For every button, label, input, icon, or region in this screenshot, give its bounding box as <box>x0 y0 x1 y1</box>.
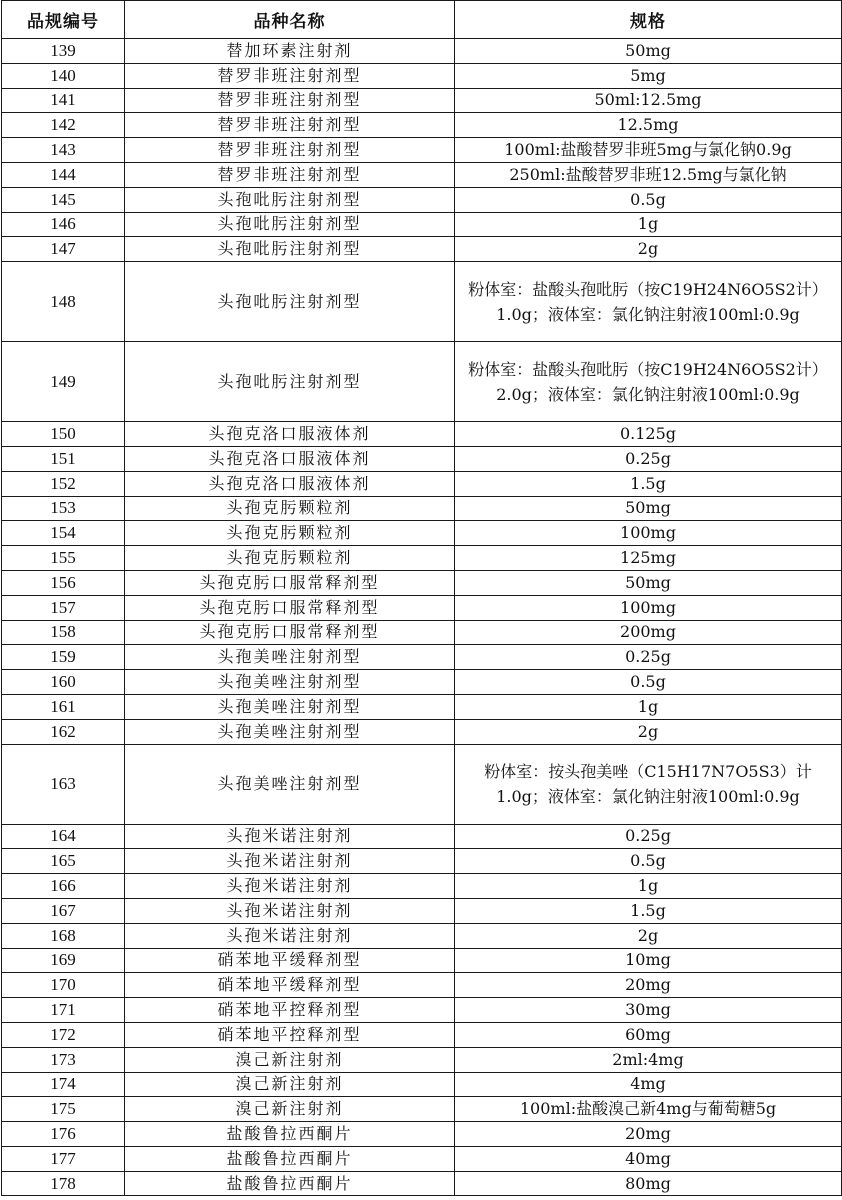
cell-spec: 1g <box>455 694 842 719</box>
cell-spec: 40mg <box>455 1146 842 1171</box>
cell-spec: 20mg <box>455 973 842 998</box>
table-row <box>2 898 842 923</box>
table-row <box>2 595 842 620</box>
cell-name: 头孢美唑注射剂型 <box>125 645 455 670</box>
cell-name: 替罗非班注射剂型 <box>125 63 455 88</box>
cell-code: 142 <box>2 113 125 138</box>
cell-spec: 12.5mg <box>455 113 842 138</box>
cell-spec: 0.25g <box>455 645 842 670</box>
cell-name: 头孢克肟口服常释剂型 <box>125 620 455 645</box>
table-body <box>2 39 842 1196</box>
cell-spec: 1g <box>455 212 842 237</box>
drug-spec-table <box>1 0 842 1196</box>
cell-name: 盐酸鲁拉西酮片 <box>125 1171 455 1196</box>
cell-spec: 2g <box>455 237 842 262</box>
cell-spec: 50mg <box>455 496 842 521</box>
table-row <box>2 620 842 645</box>
cell-spec: 粉体室：盐酸头孢吡肟（按C19H24N6O5S2计）1.0g；液体室：氯化钠注射液100ml:0.9g <box>455 262 842 342</box>
table-row <box>2 1146 842 1171</box>
cell-spec: 0.25g <box>455 824 842 849</box>
cell-spec: 2g <box>455 923 842 948</box>
table-row <box>2 1122 842 1147</box>
cell-code: 143 <box>2 138 125 163</box>
cell-spec: 粉体室：按头孢美唑（C15H17N7O5S3）计1.0g；液体室：氯化钠注射液100ml:0.9g <box>455 744 842 824</box>
table-row <box>2 496 842 521</box>
cell-spec: 100ml:盐酸溴己新4mg与葡萄糖5g <box>455 1097 842 1122</box>
cell-name: 头孢米诺注射剂 <box>125 849 455 874</box>
cell-name: 头孢克洛口服液体剂 <box>125 446 455 471</box>
cell-name: 头孢克肟口服常释剂型 <box>125 595 455 620</box>
table-row <box>2 39 842 64</box>
table-row <box>2 88 842 113</box>
cell-code: 163 <box>2 744 125 824</box>
cell-code: 160 <box>2 670 125 695</box>
cell-code: 178 <box>2 1171 125 1196</box>
cell-name: 替罗非班注射剂型 <box>125 138 455 163</box>
cell-code: 145 <box>2 187 125 212</box>
cell-spec: 5mg <box>455 63 842 88</box>
table-row <box>2 1047 842 1072</box>
cell-spec: 125mg <box>455 546 842 571</box>
cell-spec: 20mg <box>455 1122 842 1147</box>
cell-code: 144 <box>2 162 125 187</box>
cell-code: 174 <box>2 1072 125 1097</box>
cell-code: 153 <box>2 496 125 521</box>
cell-spec: 80mg <box>455 1171 842 1196</box>
cell-code: 165 <box>2 849 125 874</box>
cell-name: 头孢克肟颗粒剂 <box>125 521 455 546</box>
cell-name: 替罗非班注射剂型 <box>125 113 455 138</box>
cell-spec: 250ml:盐酸替罗非班12.5mg与氯化钠 <box>455 162 842 187</box>
cell-name: 头孢米诺注射剂 <box>125 874 455 899</box>
cell-spec: 0.5g <box>455 849 842 874</box>
cell-spec: 1.5g <box>455 471 842 496</box>
cell-spec: 10mg <box>455 948 842 973</box>
cell-spec: 0.5g <box>455 670 842 695</box>
header-spec: 规格 <box>455 1 842 39</box>
table-row <box>2 973 842 998</box>
cell-code: 150 <box>2 422 125 447</box>
cell-code: 168 <box>2 923 125 948</box>
cell-name: 头孢美唑注射剂型 <box>125 694 455 719</box>
table-row <box>2 645 842 670</box>
cell-code: 159 <box>2 645 125 670</box>
table-row <box>2 212 842 237</box>
cell-spec: 50ml:12.5mg <box>455 88 842 113</box>
cell-name: 头孢米诺注射剂 <box>125 824 455 849</box>
cell-code: 177 <box>2 1146 125 1171</box>
table-row <box>2 1072 842 1097</box>
table-row <box>2 187 842 212</box>
cell-code: 175 <box>2 1097 125 1122</box>
cell-name: 溴己新注射剂 <box>125 1047 455 1072</box>
cell-spec: 50mg <box>455 39 842 64</box>
cell-spec: 0.5g <box>455 187 842 212</box>
cell-code: 149 <box>2 342 125 422</box>
table-row <box>2 446 842 471</box>
cell-name: 头孢米诺注射剂 <box>125 898 455 923</box>
cell-name: 头孢克肟口服常释剂型 <box>125 570 455 595</box>
cell-code: 176 <box>2 1122 125 1147</box>
cell-name: 替罗非班注射剂型 <box>125 162 455 187</box>
table-row <box>2 923 842 948</box>
table-row <box>2 162 842 187</box>
cell-name: 头孢吡肟注射剂型 <box>125 342 455 422</box>
cell-code: 152 <box>2 471 125 496</box>
cell-name: 头孢克洛口服液体剂 <box>125 422 455 447</box>
cell-code: 161 <box>2 694 125 719</box>
cell-code: 151 <box>2 446 125 471</box>
cell-name: 头孢美唑注射剂型 <box>125 719 455 744</box>
cell-code: 154 <box>2 521 125 546</box>
cell-name: 硝苯地平缓释剂型 <box>125 973 455 998</box>
cell-name: 硝苯地平控释剂型 <box>125 998 455 1023</box>
cell-code: 173 <box>2 1047 125 1072</box>
table-row <box>2 1097 842 1122</box>
table-row <box>2 521 842 546</box>
cell-code: 157 <box>2 595 125 620</box>
table-row <box>2 422 842 447</box>
cell-spec: 1g <box>455 874 842 899</box>
table-row <box>2 1171 842 1196</box>
table-row <box>2 262 842 342</box>
table-row <box>2 874 842 899</box>
cell-name: 硝苯地平缓释剂型 <box>125 948 455 973</box>
cell-spec: 2g <box>455 719 842 744</box>
cell-name: 头孢吡肟注射剂型 <box>125 237 455 262</box>
cell-name: 头孢吡肟注射剂型 <box>125 262 455 342</box>
cell-code: 140 <box>2 63 125 88</box>
header-code: 品规编号 <box>2 1 125 39</box>
cell-code: 146 <box>2 212 125 237</box>
cell-spec: 粉体室：盐酸头孢吡肟（按C19H24N6O5S2计）2.0g；液体室：氯化钠注射液100ml:0.9g <box>455 342 842 422</box>
cell-code: 147 <box>2 237 125 262</box>
cell-code: 170 <box>2 973 125 998</box>
table-row <box>2 948 842 973</box>
cell-name: 头孢米诺注射剂 <box>125 923 455 948</box>
cell-name: 头孢吡肟注射剂型 <box>125 187 455 212</box>
table-row <box>2 670 842 695</box>
cell-name: 头孢克肟颗粒剂 <box>125 496 455 521</box>
cell-spec: 0.25g <box>455 446 842 471</box>
cell-code: 156 <box>2 570 125 595</box>
table-row <box>2 849 842 874</box>
cell-name: 头孢克肟颗粒剂 <box>125 546 455 571</box>
cell-spec: 60mg <box>455 1022 842 1047</box>
cell-code: 171 <box>2 998 125 1023</box>
cell-name: 溴己新注射剂 <box>125 1097 455 1122</box>
table-row <box>2 113 842 138</box>
cell-code: 169 <box>2 948 125 973</box>
cell-name: 替罗非班注射剂型 <box>125 88 455 113</box>
table-row <box>2 546 842 571</box>
cell-spec: 4mg <box>455 1072 842 1097</box>
cell-spec: 100mg <box>455 595 842 620</box>
cell-name: 溴己新注射剂 <box>125 1072 455 1097</box>
cell-spec: 100ml:盐酸替罗非班5mg与氯化钠0.9g <box>455 138 842 163</box>
cell-spec: 1.5g <box>455 898 842 923</box>
table-row <box>2 1022 842 1047</box>
cell-spec: 0.125g <box>455 422 842 447</box>
cell-name: 替加环素注射剂 <box>125 39 455 64</box>
table-row <box>2 744 842 824</box>
table-row <box>2 570 842 595</box>
cell-code: 164 <box>2 824 125 849</box>
cell-spec: 100mg <box>455 521 842 546</box>
cell-code: 148 <box>2 262 125 342</box>
table-row <box>2 719 842 744</box>
cell-name: 头孢吡肟注射剂型 <box>125 212 455 237</box>
table-row <box>2 138 842 163</box>
cell-name: 头孢克洛口服液体剂 <box>125 471 455 496</box>
cell-spec: 50mg <box>455 570 842 595</box>
table-row <box>2 471 842 496</box>
table-row <box>2 998 842 1023</box>
cell-name: 硝苯地平控释剂型 <box>125 1022 455 1047</box>
cell-code: 172 <box>2 1022 125 1047</box>
cell-code: 167 <box>2 898 125 923</box>
cell-name: 头孢美唑注射剂型 <box>125 744 455 824</box>
cell-spec: 2ml:4mg <box>455 1047 842 1072</box>
cell-code: 166 <box>2 874 125 899</box>
cell-code: 141 <box>2 88 125 113</box>
cell-name: 盐酸鲁拉西酮片 <box>125 1122 455 1147</box>
cell-code: 158 <box>2 620 125 645</box>
header-name: 品种名称 <box>125 1 455 39</box>
cell-code: 139 <box>2 39 125 64</box>
table-row <box>2 824 842 849</box>
table-row <box>2 63 842 88</box>
table-row <box>2 694 842 719</box>
table-row <box>2 342 842 422</box>
cell-code: 155 <box>2 546 125 571</box>
cell-code: 162 <box>2 719 125 744</box>
cell-name: 头孢美唑注射剂型 <box>125 670 455 695</box>
table-row <box>2 237 842 262</box>
cell-spec: 200mg <box>455 620 842 645</box>
table-header-row <box>2 1 842 39</box>
cell-name: 盐酸鲁拉西酮片 <box>125 1146 455 1171</box>
cell-spec: 30mg <box>455 998 842 1023</box>
